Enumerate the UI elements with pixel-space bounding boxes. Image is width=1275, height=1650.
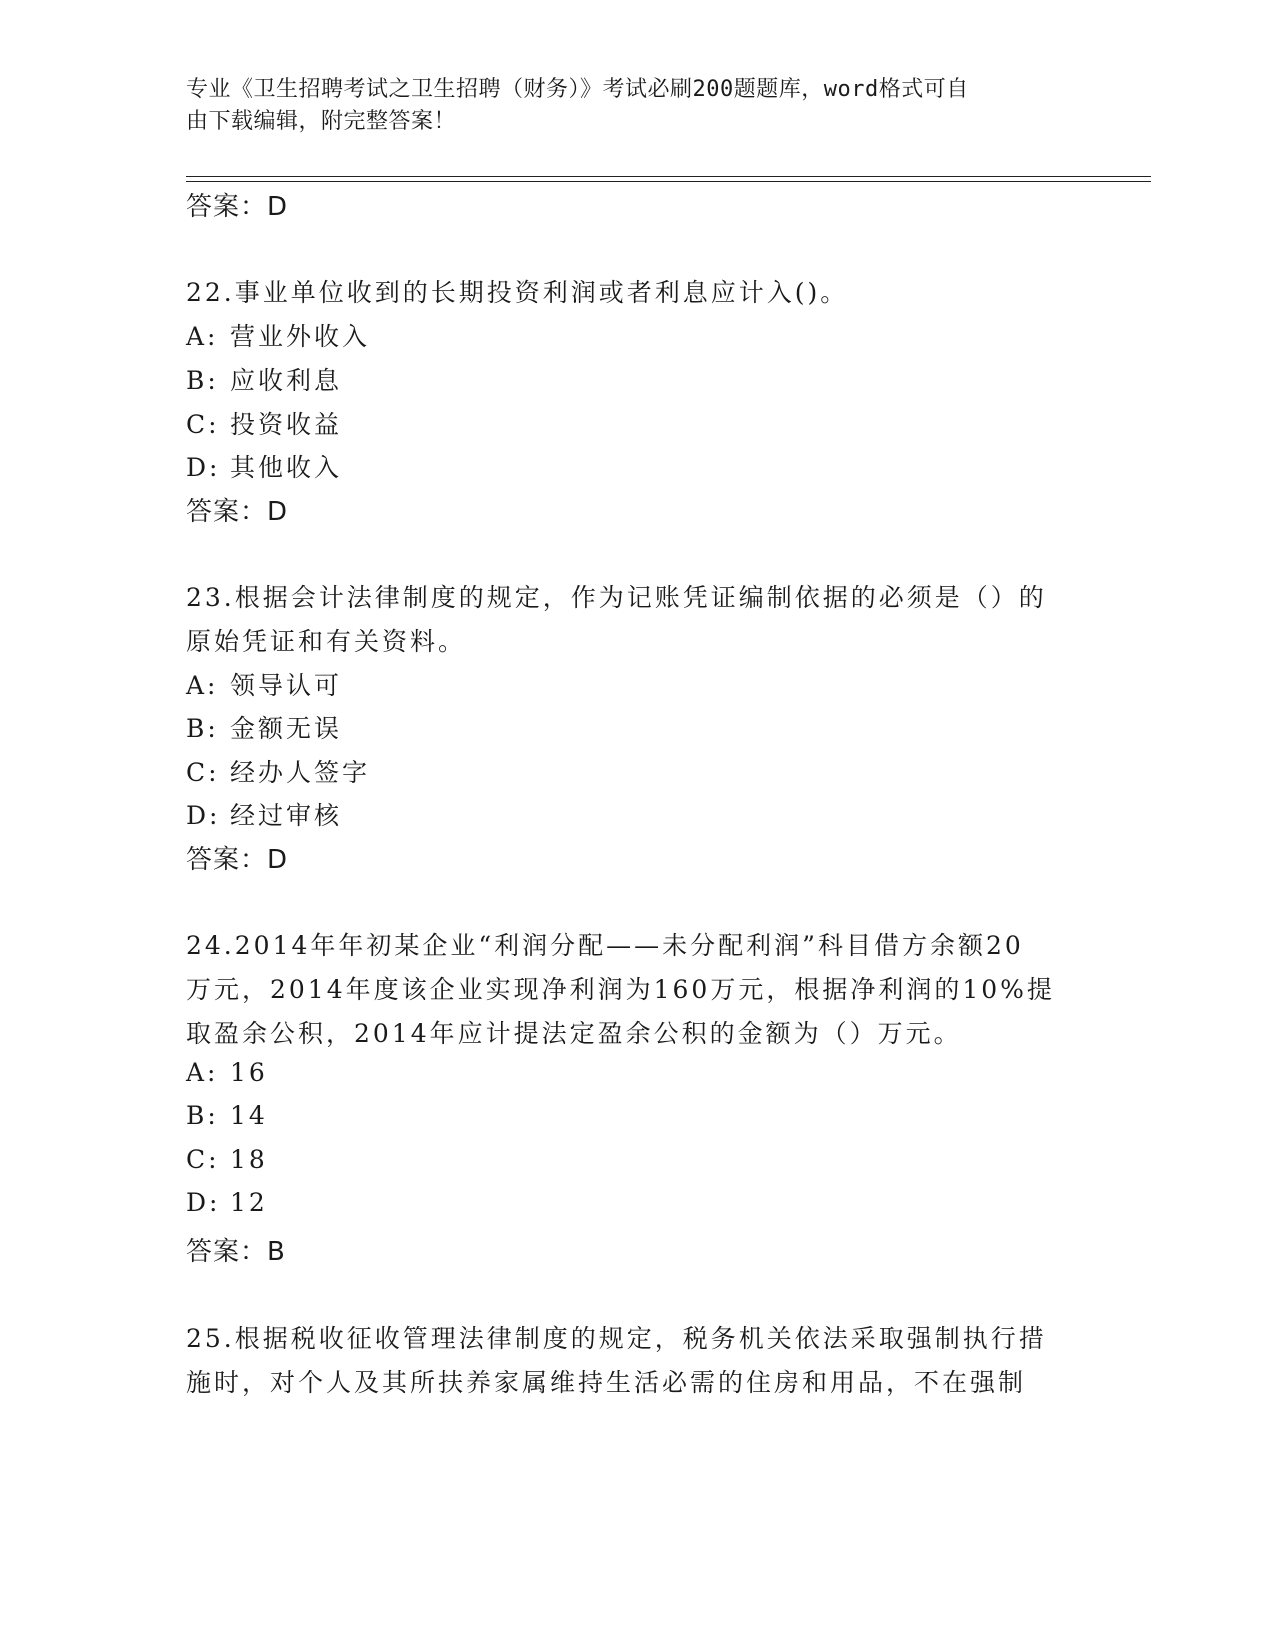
question-24-option-d — [186, 1188, 268, 1217]
question-24-answer: 答案：B — [186, 1237, 286, 1267]
option-text: 18 — [230, 1145, 268, 1174]
question-23-option-a — [186, 666, 342, 702]
question-22-option-b — [186, 361, 342, 397]
header-divider-top — [186, 176, 1151, 177]
option-label: D: — [186, 801, 221, 830]
question-23-option-d — [186, 796, 342, 832]
option-label: A: — [186, 1058, 219, 1087]
question-24-stem-line-3: 取盈余公积，2014年应计提法定盈余公积的金额为（）万元。 — [186, 1019, 962, 1048]
question-25-stem-line-1: 25.根据税收征收管理法律制度的规定，税务机关依法采取强制执行措 — [186, 1324, 1047, 1353]
option-text: 14 — [230, 1101, 268, 1130]
question-24-stem-line-1: 24.2014年年初某企业“利润分配——未分配利润”科目借方余额20 — [186, 931, 1024, 960]
option-label: C: — [186, 410, 220, 439]
option-text: 金额无误 — [230, 714, 343, 743]
option-label: B: — [186, 714, 219, 743]
header-line-1: 专业《卫生招聘考试之卫生招聘（财务）》考试必刷200题题库，word格式可自 — [186, 77, 969, 102]
option-text: 12 — [230, 1188, 268, 1217]
question-22-stem: 22.事业单位收到的长期投资利润或者利息应计入()。 — [186, 278, 849, 307]
question-22-option-a — [186, 317, 370, 353]
question-24-stem-line-2: 万元，2014年度该企业实现净利润为160万元，根据净利润的10%提 — [186, 975, 1055, 1004]
option-label: B: — [186, 366, 219, 395]
question-24-option-a — [186, 1058, 268, 1087]
question-22-answer: 答案：D — [186, 497, 289, 527]
option-label: A: — [186, 322, 219, 351]
question-23-answer: 答案：D — [186, 845, 289, 875]
header-divider-bottom — [186, 181, 1151, 182]
option-text: 领导认可 — [230, 671, 343, 700]
option-label: D: — [186, 1188, 221, 1217]
option-text: 投资收益 — [230, 410, 343, 439]
option-text: 经过审核 — [230, 801, 343, 830]
option-label: D: — [186, 453, 221, 482]
option-text: 营业外收入 — [230, 322, 371, 351]
option-text: 经办人签字 — [230, 758, 371, 787]
option-label: C: — [186, 1145, 220, 1174]
question-23-stem-line-1: 23.根据会计法律制度的规定，作为记账凭证编制依据的必须是（）的 — [186, 583, 1047, 612]
header-line-2: 由下载编辑，附完整答案！ — [186, 109, 457, 134]
answer-line: 答案：D — [186, 192, 289, 222]
question-23-option-c — [186, 753, 370, 789]
question-25-stem-line-2: 施时，对个人及其所扶养家属维持生活必需的住房和用品，不在强制 — [186, 1368, 1027, 1397]
question-23-stem-line-2: 原始凭证和有关资料。 — [186, 627, 467, 656]
option-text: 应收利息 — [230, 366, 343, 395]
document-header — [186, 74, 1066, 138]
question-22-option-d — [186, 448, 342, 484]
option-text: 其他收入 — [230, 453, 343, 482]
question-24-option-b — [186, 1101, 268, 1130]
option-label: C: — [186, 758, 220, 787]
question-23-option-b — [186, 709, 342, 745]
option-text: 16 — [230, 1058, 268, 1087]
question-24-option-c — [186, 1145, 268, 1174]
question-22-option-c — [186, 405, 342, 441]
option-label: B: — [186, 1101, 219, 1130]
option-label: A: — [186, 671, 219, 700]
